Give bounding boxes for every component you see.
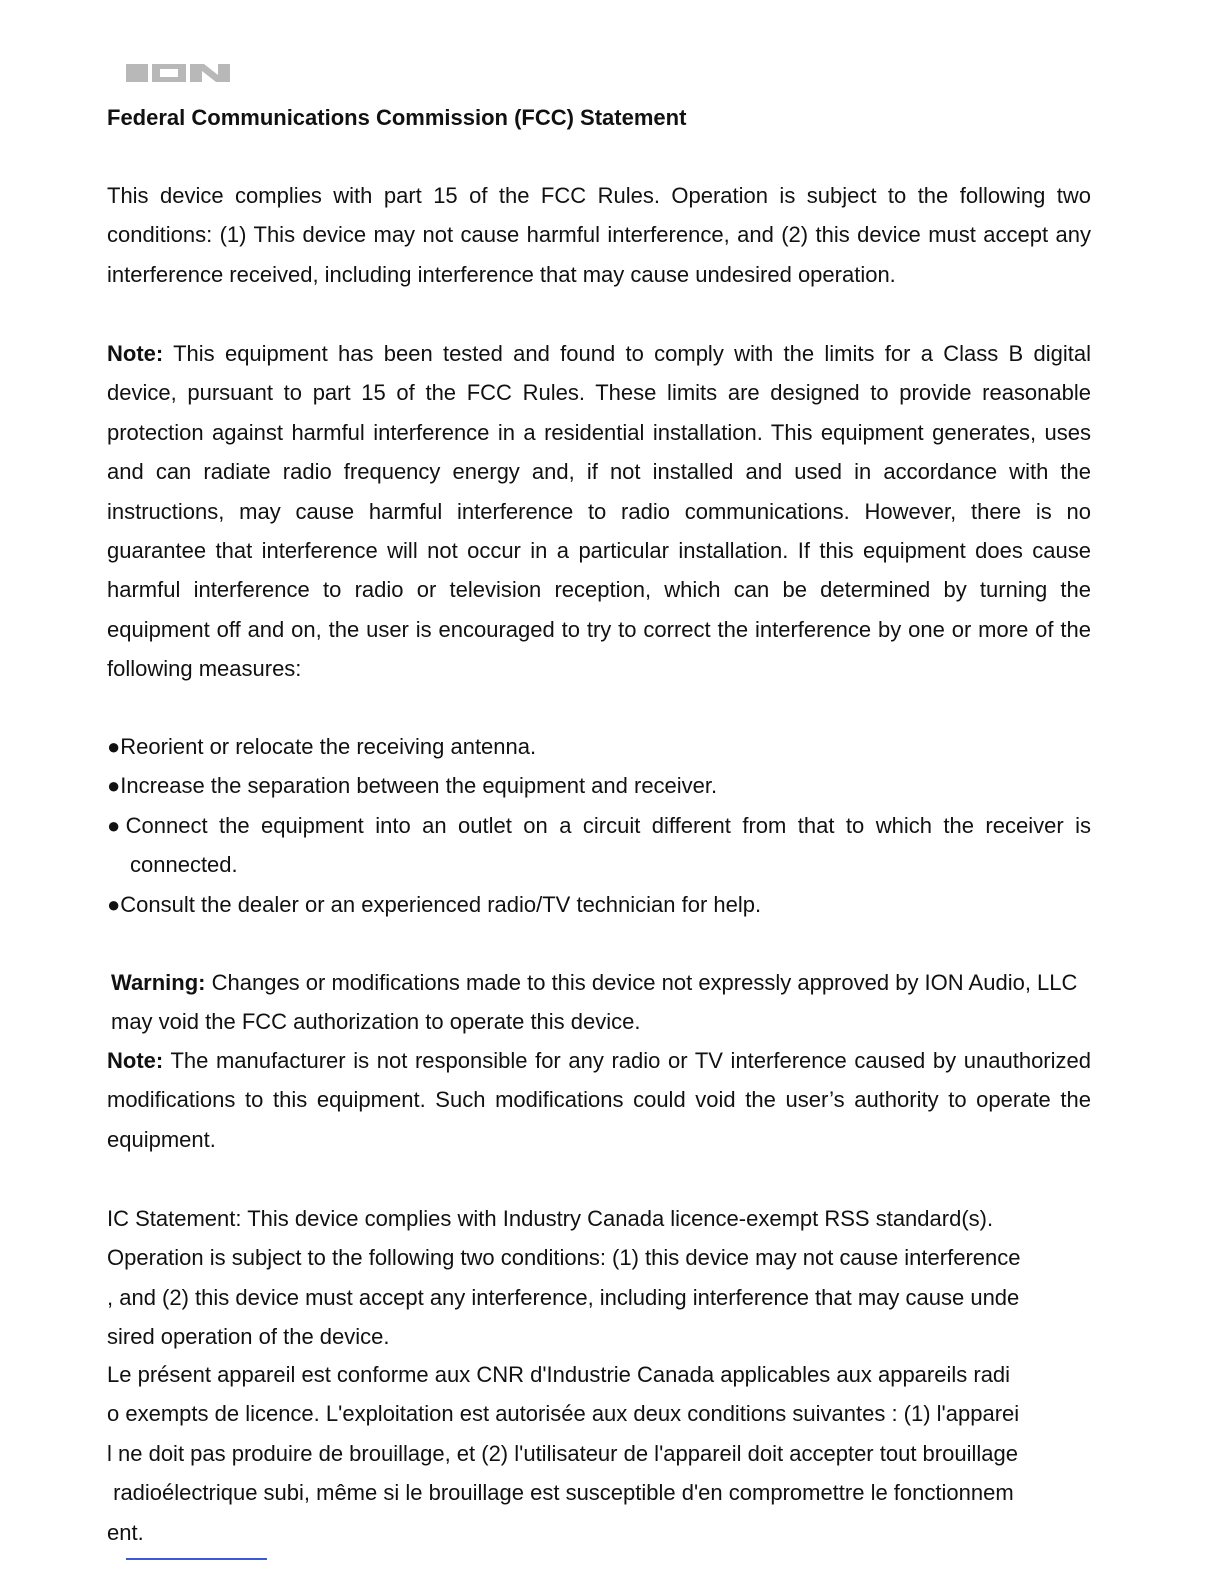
warning-paragraph xyxy=(111,963,1097,1042)
bullet-icon: ● xyxy=(107,773,121,799)
french-line: o exempts de licence. L'exploitation est autorisée aux deux conditions suivantes : (1) l'apparei xyxy=(107,1401,1020,1427)
manufacturer-note-paragraph xyxy=(107,1041,1091,1159)
french-line: Le présent appareil est conforme aux CNR d'Industrie Canada applicables aux appareils radi xyxy=(107,1362,1011,1387)
measures-list xyxy=(107,727,1091,924)
ic-line: IC Statement: This device complies with Industry Canada licence-exempt RSS standard(s). xyxy=(107,1206,994,1231)
bullet-icon: ● xyxy=(107,891,121,917)
bullet-icon: ● xyxy=(107,812,126,838)
list-item: ●Reorient or relocate the receiving antenna. xyxy=(107,734,537,759)
note-paragraph xyxy=(107,334,1091,689)
warning-text: Changes or modifications made to this device not expressly approved by ION Audio, LLC may void the FCC authorization to operate this device. xyxy=(111,970,1078,1035)
french-line: l ne doit pas produire de brouillage, et (2) l'utilisateur de l'appareil doit accepter tout brouillage xyxy=(107,1440,1018,1466)
fcc-compliance-paragraph: This device complies with part 15 of the FCC Rules. Operation is subject to the following two conditions: (1) This device may not cause harmful interference, and (2) this device must accept any interference received, including interference that may cause undesired operation. xyxy=(107,183,1091,287)
list-item: ●Consult the dealer or an experienced radio/TV technician for help. xyxy=(107,891,762,917)
list-item: ●Connect the equipment into an outlet on a circuit different from that to which the receiver is connected. xyxy=(107,812,1091,878)
ic-line: sired operation of the device. xyxy=(107,1324,390,1350)
french-line: radioélectrique subi, même si le brouillage est susceptible d'en compromettre le fonctionnem xyxy=(107,1480,1014,1506)
french-line: ent. xyxy=(107,1519,144,1545)
page-title: Federal Communications Commission (FCC) Statement xyxy=(107,105,687,130)
warning-label: Warning: xyxy=(111,970,206,995)
bullet-icon: ● xyxy=(107,734,121,759)
ic-line: , and (2) this device must accept any interference, including interference that may cause unde xyxy=(107,1284,1020,1310)
note-text: The manufacturer is not responsible for any radio or TV interference caused by unauthorized modifications to this equipment. Such modifications could void the user’s authority to operate the equipment. xyxy=(107,1048,1091,1152)
ic-statement xyxy=(107,1199,1091,1357)
note-text: This equipment has been tested and found to comply with the limits for a Class B digital device, pursuant to part 15 of the FCC Rules. These limits are designed to provide reasonable protection against harmful interference in a residential installation. This equipment generates, uses and can radiate radio frequency energy and, if not installed and used in accordance with the instructions, may cause harmful interference to radio communications. However, there is no guarantee that interference will not occur in a particular installation. If this equipment does cause harmful interference to radio or television reception, which can be determined by turning the equipment off and on, the user is encouraged to try to correct the interference by one or more of the following measures: xyxy=(107,341,1091,682)
ion-logo-icon xyxy=(126,64,230,82)
french-statement xyxy=(107,1355,1091,1552)
list-item: ●Increase the separation between the equipment and receiver. xyxy=(107,773,718,799)
note-label: Note: xyxy=(107,1048,164,1073)
note-label: Note: xyxy=(107,341,164,366)
footer-divider xyxy=(126,1558,267,1560)
ic-line: Operation is subject to the following two conditions: (1) this device may not cause interference xyxy=(107,1245,1021,1271)
